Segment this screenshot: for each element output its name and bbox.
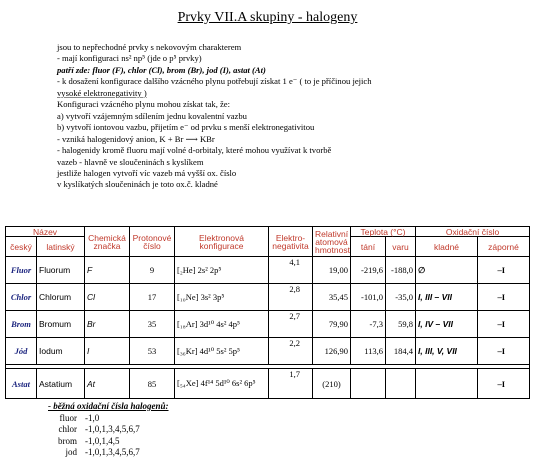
element-symbol: Cl bbox=[85, 284, 130, 311]
negative-ox: –I bbox=[478, 369, 530, 399]
intro-line: patří zde: fluor (F), chlor (Cl), brom (Br), jod (I), astat (At) bbox=[57, 64, 266, 75]
proton-number: 85 bbox=[130, 369, 175, 399]
melting-point: -7,3 bbox=[351, 311, 386, 338]
negative-ox: –I bbox=[478, 338, 530, 365]
table-row bbox=[6, 257, 530, 284]
electron-config: [₂He] 2s² 2p⁵ bbox=[175, 257, 269, 284]
element-symbol: I bbox=[85, 338, 130, 365]
latin-name: Chlorum bbox=[37, 284, 85, 311]
electronegativity: 1,7 bbox=[269, 369, 313, 399]
intro-text bbox=[57, 42, 527, 191]
positive-ox: I, III, V, VII bbox=[416, 338, 478, 365]
wordart-logo: Brom bbox=[6, 311, 37, 338]
electron-config: [₃₆Kr] 4d¹⁰ 5s² 5p⁵ bbox=[175, 338, 269, 365]
oxidation-values: -1,0 bbox=[85, 412, 100, 423]
intro-line: - halogenidy kromě fluoru mají volné d-orbitaly, které mohou využívat k tvorbě bbox=[57, 145, 332, 156]
atomic-mass: 19,00 bbox=[313, 257, 351, 284]
header-cesky: český bbox=[6, 237, 37, 257]
latin-name: Bromum bbox=[37, 311, 85, 338]
intro-line: - mají konfiguraci ns² np⁵ (jde o p⁵ prvky) bbox=[57, 53, 202, 64]
header-latinsky: latinský bbox=[37, 237, 85, 257]
intro-line: Konfiguraci vzácného plynu mohou získat tak, že: bbox=[57, 99, 231, 110]
electronegativity: 4,1 bbox=[269, 257, 313, 284]
proton-number: 53 bbox=[130, 338, 175, 365]
positive-ox: I, IV – VII bbox=[416, 311, 478, 338]
halogen-table bbox=[5, 226, 530, 399]
proton-number: 35 bbox=[130, 311, 175, 338]
boiling-point: -188,0 bbox=[386, 257, 416, 284]
melting-point bbox=[351, 369, 386, 399]
wordart-logo: Chlor bbox=[6, 284, 37, 311]
header-kladne: kladné bbox=[416, 237, 478, 257]
melting-point: -101,0 bbox=[351, 284, 386, 311]
wordart-logo: Jód bbox=[6, 338, 37, 365]
intro-line: vysoké elektronegativity ) bbox=[57, 87, 147, 98]
header-nazev: Název bbox=[6, 227, 85, 237]
element-name: jod bbox=[65, 447, 77, 457]
element-name: fluor bbox=[59, 412, 77, 423]
element-name: brom bbox=[58, 435, 77, 446]
header-elektronegativita: Elektro-negativita bbox=[269, 227, 313, 257]
proton-number: 9 bbox=[130, 257, 175, 284]
header-oxidacni: Oxidační číslo bbox=[416, 227, 530, 237]
intro-line: v kyslíkatých sloučeninách je toto ox.č. kladné bbox=[57, 179, 218, 190]
element-symbol: F bbox=[85, 257, 130, 284]
wordart-logo: Fluor bbox=[6, 257, 37, 284]
negative-ox: –I bbox=[478, 311, 530, 338]
wordart-logo: Astat bbox=[6, 369, 37, 399]
atomic-mass: 79,90 bbox=[313, 311, 351, 338]
element-name: chlor bbox=[58, 424, 77, 434]
electronegativity: 2,2 bbox=[269, 338, 313, 365]
boiling-point: 59,8 bbox=[386, 311, 416, 338]
latin-name: Astatium bbox=[37, 369, 85, 399]
electronegativity: 2,7 bbox=[269, 311, 313, 338]
electronegativity: 2,8 bbox=[269, 284, 313, 311]
header-teplota: Teplota (°C) bbox=[351, 227, 416, 237]
boiling-point: -35,0 bbox=[386, 284, 416, 311]
positive-ox bbox=[416, 369, 478, 399]
table-row bbox=[6, 338, 530, 365]
intro-line: a) vytvoří vzájemným sdílením jednu kovalentní vazbu bbox=[57, 110, 247, 121]
header-konfigurace: Elektronová konfigurace bbox=[175, 227, 269, 257]
atomic-mass: 126,90 bbox=[313, 338, 351, 365]
intro-line: - vzniká halogenidový anion, K + Br ⟶ KBr bbox=[57, 133, 215, 144]
electron-config: [₁₈Ar] 3d¹⁰ 4s² 4p⁵ bbox=[175, 311, 269, 338]
element-symbol: Br bbox=[85, 311, 130, 338]
intro-line: b) vytvoří iontovou vazbu, přijetím e⁻ od prvku s menší elektronegativitou bbox=[57, 122, 315, 133]
header-hmotnost: Relativní atomová hmotnost bbox=[313, 227, 351, 257]
proton-number: 17 bbox=[130, 284, 175, 311]
melting-point: 113,6 bbox=[351, 338, 386, 365]
latin-name: Fluorum bbox=[37, 257, 85, 284]
intro-line: vazeb - hlavně ve sloučeninách s kyslíkem bbox=[57, 156, 204, 167]
boiling-point: 184,4 bbox=[386, 338, 416, 365]
atomic-mass: 35,45 bbox=[313, 284, 351, 311]
positive-ox: I, III – VII bbox=[416, 284, 478, 311]
atomic-mass: (210) bbox=[313, 369, 351, 399]
electron-config: [₁₀Ne] 3s² 3p⁵ bbox=[175, 284, 269, 311]
header-protonove: Protonové číslo bbox=[130, 227, 175, 257]
list-item bbox=[34, 447, 169, 459]
header-zaporne: záporné bbox=[478, 237, 530, 257]
common-oxidation-states bbox=[34, 401, 169, 459]
oxidation-values: -1,0,1,4,5 bbox=[85, 435, 120, 446]
oxidation-values: -1,0,1,3,4,5,6,7 bbox=[85, 447, 140, 457]
header-tani: tání bbox=[351, 237, 386, 257]
page-title: Prvky VII.A skupiny - halogeny bbox=[177, 10, 358, 25]
table-row bbox=[6, 284, 530, 311]
boiling-point bbox=[386, 369, 416, 399]
list-item bbox=[34, 413, 169, 425]
footer-heading: - běžná oxidační čísla halogenů: bbox=[48, 401, 169, 411]
electron-config: [₅₄Xe] 4f¹⁴ 5d¹⁰ 6s² 6p⁵ bbox=[175, 369, 269, 399]
melting-point: -219,6 bbox=[351, 257, 386, 284]
intro-line: jsou to nepřechodné prvky s nekovovým charakterem bbox=[57, 42, 242, 52]
oxidation-values: -1,0,1,3,4,5,6,7 bbox=[85, 424, 140, 434]
list-item bbox=[34, 436, 169, 448]
table-row bbox=[6, 369, 530, 399]
table-row bbox=[6, 311, 530, 338]
intro-line: jestliže halogen vytvoří víc vazeb má vyšší ox. číslo bbox=[57, 167, 237, 178]
negative-ox: –I bbox=[478, 284, 530, 311]
intro-line: - k dosažení konfigurace dalšího vzácného plynu potřebují získat 1 e⁻ ( to je příčinou jejich bbox=[57, 76, 372, 87]
latin-name: Iodum bbox=[37, 338, 85, 365]
header-znacka: Chemická značka bbox=[85, 227, 130, 257]
list-item bbox=[34, 424, 169, 436]
positive-ox: ∅ bbox=[416, 257, 478, 284]
element-symbol: At bbox=[85, 369, 130, 399]
negative-ox: –I bbox=[478, 257, 530, 284]
header-varu: varu bbox=[386, 237, 416, 257]
